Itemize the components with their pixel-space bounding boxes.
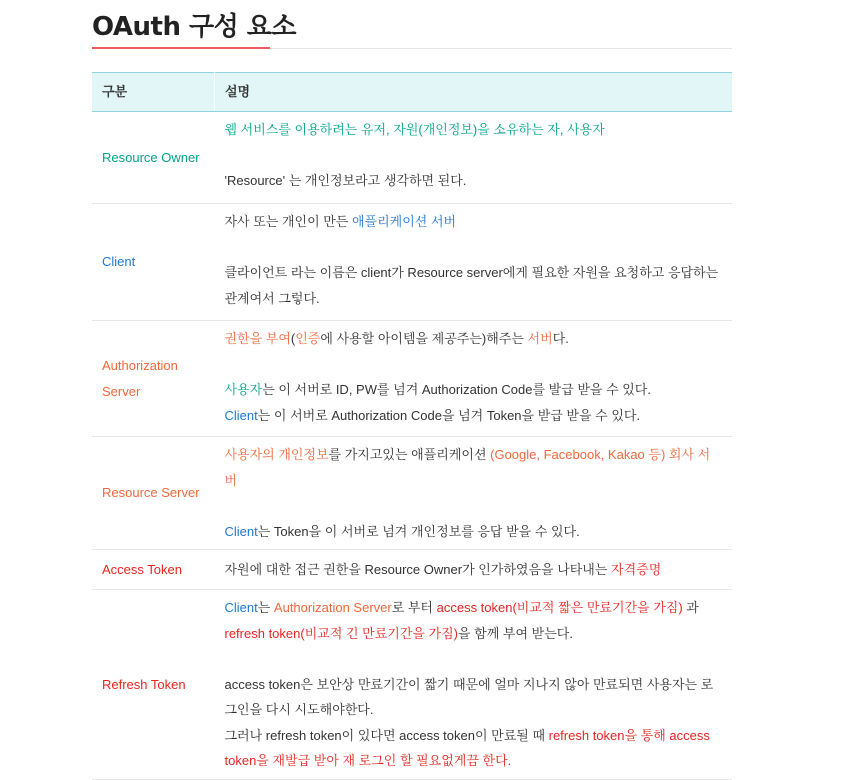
table-row — [92, 437, 732, 550]
term-access-token: Access Token — [92, 550, 215, 590]
table-row — [92, 204, 732, 321]
term-client: Client — [92, 204, 215, 321]
description-line: 자원에 대한 접근 권한을 Resource Owner가 인가하였음을 나타내는 자격증명 — [224, 561, 662, 577]
table-row — [92, 112, 732, 204]
table-header-row — [92, 73, 732, 112]
term-resource-owner: Resource Owner — [92, 112, 215, 204]
highlight-text: 인증 — [295, 331, 321, 346]
description-line: 그러나 refresh token이 있다면 access token이 만료될 때 refresh token을 통해 access token을 재발급 받아 재 로그인 할 필요없게끔 한다. — [224, 727, 710, 768]
description-line: Client는 Authorization Server로 부터 access token(비교적 짧은 만료기간을 가짐) 과 refresh token(비교적 긴 만료기간을 가짐)을 함께 부여 받는다. — [224, 600, 699, 641]
term-authorization-server: Authorization Server — [92, 321, 215, 437]
description-line: Client는 Token을 이 서버로 넘겨 개인정보를 응답 받을 수 있다. — [224, 523, 580, 539]
highlight-text: (Google, Facebook, Kakao 등) 회사 서버 — [224, 447, 711, 488]
description-line: 자사 또는 개인이 만든 애플리케이션 서버 — [224, 214, 457, 229]
highlight-text: Authorization Server — [273, 600, 392, 615]
page-title: OAuth 구성 요소 — [92, 12, 297, 42]
highlight-text: 사용자의 개인정보 — [224, 447, 329, 462]
term-resource-server: Resource Server — [92, 437, 215, 550]
highlight-text: 사용자 — [224, 382, 263, 397]
components-table — [92, 72, 732, 780]
description-line: Client는 이 서버로 Authorization Code을 넘겨 Token을 받급 받을 수 있다. — [224, 407, 641, 423]
description-cell — [215, 321, 733, 437]
description-cell — [215, 550, 733, 590]
table-row — [92, 550, 732, 590]
highlight-text: Client — [224, 407, 258, 423]
term-refresh-token: Refresh Token — [92, 590, 215, 780]
highlight-text: 애플리케이션 서버 — [351, 214, 457, 229]
highlight-text: Client — [224, 523, 258, 539]
title-accent-line — [92, 47, 270, 49]
highlight-text: 자격증명 — [611, 561, 662, 577]
header-description: 설명 — [215, 73, 733, 112]
description-line: 클라이언트 라는 이름은 client가 Resource server에게 필요한 자원을 요청하고 응답하는 관계여서 그렇다. — [224, 265, 719, 306]
highlight-text: access token(비교적 짧은 만료기간을 가짐) — [436, 600, 683, 615]
highlight-text: Client — [224, 600, 258, 615]
table-row — [92, 321, 732, 437]
header-category: 구분 — [92, 73, 215, 112]
description-line: 사용자의 개인정보를 가지고있는 애플리케이션 (Google, Facebook, Kakao 등) 회사 서버 — [224, 447, 711, 488]
description-cell — [215, 437, 733, 550]
description-line: 권한을 부여(인증에 사용할 아이템을 제공주는)해주는 서버다. — [224, 331, 569, 346]
description-cell — [215, 112, 733, 204]
table-row — [92, 590, 732, 780]
description-line: 웹 서비스를 이용하려는 유저, 자원(개인정보)을 소유하는 자, 사용자 — [224, 122, 605, 137]
highlight-text: refresh token(비교적 긴 만료기간을 가짐) — [224, 625, 459, 641]
description-cell — [215, 204, 733, 321]
highlight-text: 권한을 부여 — [224, 331, 291, 346]
description-line: access token은 보안상 만료기간이 짧기 때문에 얼마 지나지 않아 만료되면 사용자는 로그인을 다시 시도해야한다. — [224, 676, 714, 717]
highlight-text: 서버 — [527, 331, 553, 346]
highlight-text: refresh token을 통해 access token을 재발급 받아 재 로그인 할 필요없게끔 한다. — [224, 727, 710, 768]
description-line: 사용자는 이 서버로 ID, PW를 넘겨 Authorization Code를 발급 받을 수 있다. — [224, 382, 651, 397]
description-line: 'Resource' 는 개인정보라고 생각하면 된다. — [224, 173, 467, 188]
description-cell — [215, 590, 733, 780]
